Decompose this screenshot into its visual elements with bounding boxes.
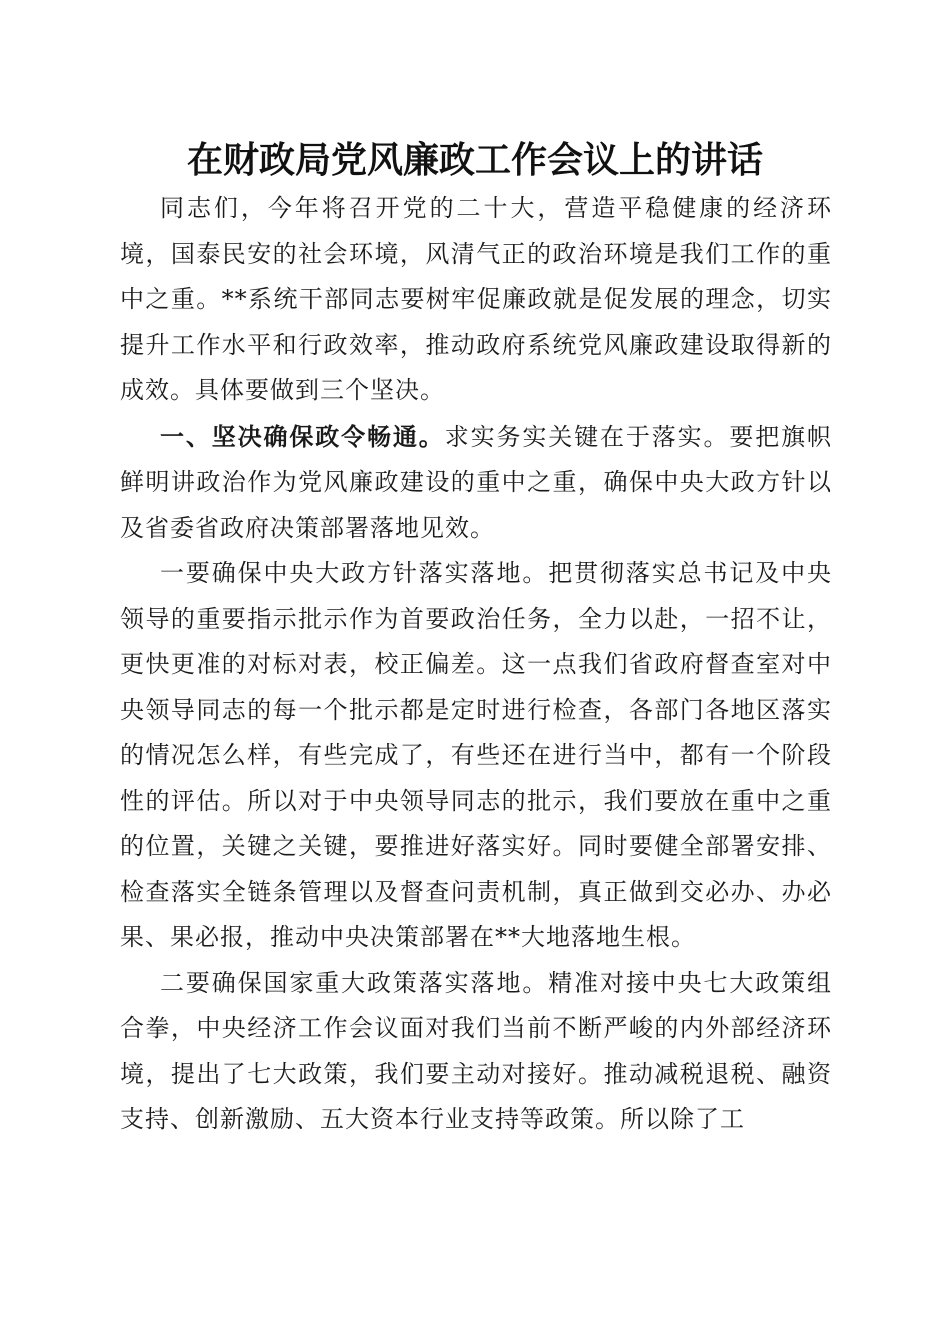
section-one-text: 求实务实关键在于落实。要把旗帜鲜明讲政治作为党风廉政建设的重中之重，确保中央大政方针以及省委省政府决策部署落地见效。 xyxy=(120,422,833,542)
paragraph-intro-text: 同志们，今年将召开党的二十大，营造平稳健康的经济环境，国泰民安的社会环境，风清气正的政治环境是我们工作的重中之重。**系统干部同志要树牢促廉政就是促发展的理念，切实提升工作水平和行政效率，推动政府系统党风廉政建设取得新的成效。具体要做到三个坚决。 xyxy=(120,194,832,404)
paragraph-intro xyxy=(120,186,832,414)
point-two-text: 二要确保国家重大政策落实落地。精准对接中央七大政策组合拳，中央经济工作会议面对我们当前不断严峻的内外部经济环境，提出了七大政策，我们要主动对接好。推动减税退税、融资支持、创新激励、五大资本行业支持等政策。所以除了工 xyxy=(120,968,832,1133)
point-one-text: 一要确保中央大政方针落实落地。把贯彻落实总书记及中央领导的重要指示批示作为首要政治任务，全力以赴，一招不让，更快更准的对标对表，校正偏差。这一点我们省政府督查室对中央领导同志的每一个批示都是定时进行检查，各部门各地区落实的情况怎么样，有些完成了，有些还在进行当中，都有一个阶段性的评估。所以对于中央领导同志的批示，我们要放在重中之重的位置，关键之关键，要推进好落实好。同时要健全部署安排、检查落实全链条管理以及督查问责机制，真正做到交必办、办必果、果必报，推动中央决策部署在**大地落地生根。 xyxy=(120,559,832,951)
document-title: 在财政局党风廉政工作会议上的讲话 xyxy=(186,139,763,181)
paragraph-point-two xyxy=(120,961,832,1143)
paragraph-point-one xyxy=(120,551,832,961)
paragraph-section-one xyxy=(120,414,832,552)
section-one-heading: 一、坚决确保政令畅通。 xyxy=(160,421,445,451)
document-body xyxy=(120,186,832,1143)
